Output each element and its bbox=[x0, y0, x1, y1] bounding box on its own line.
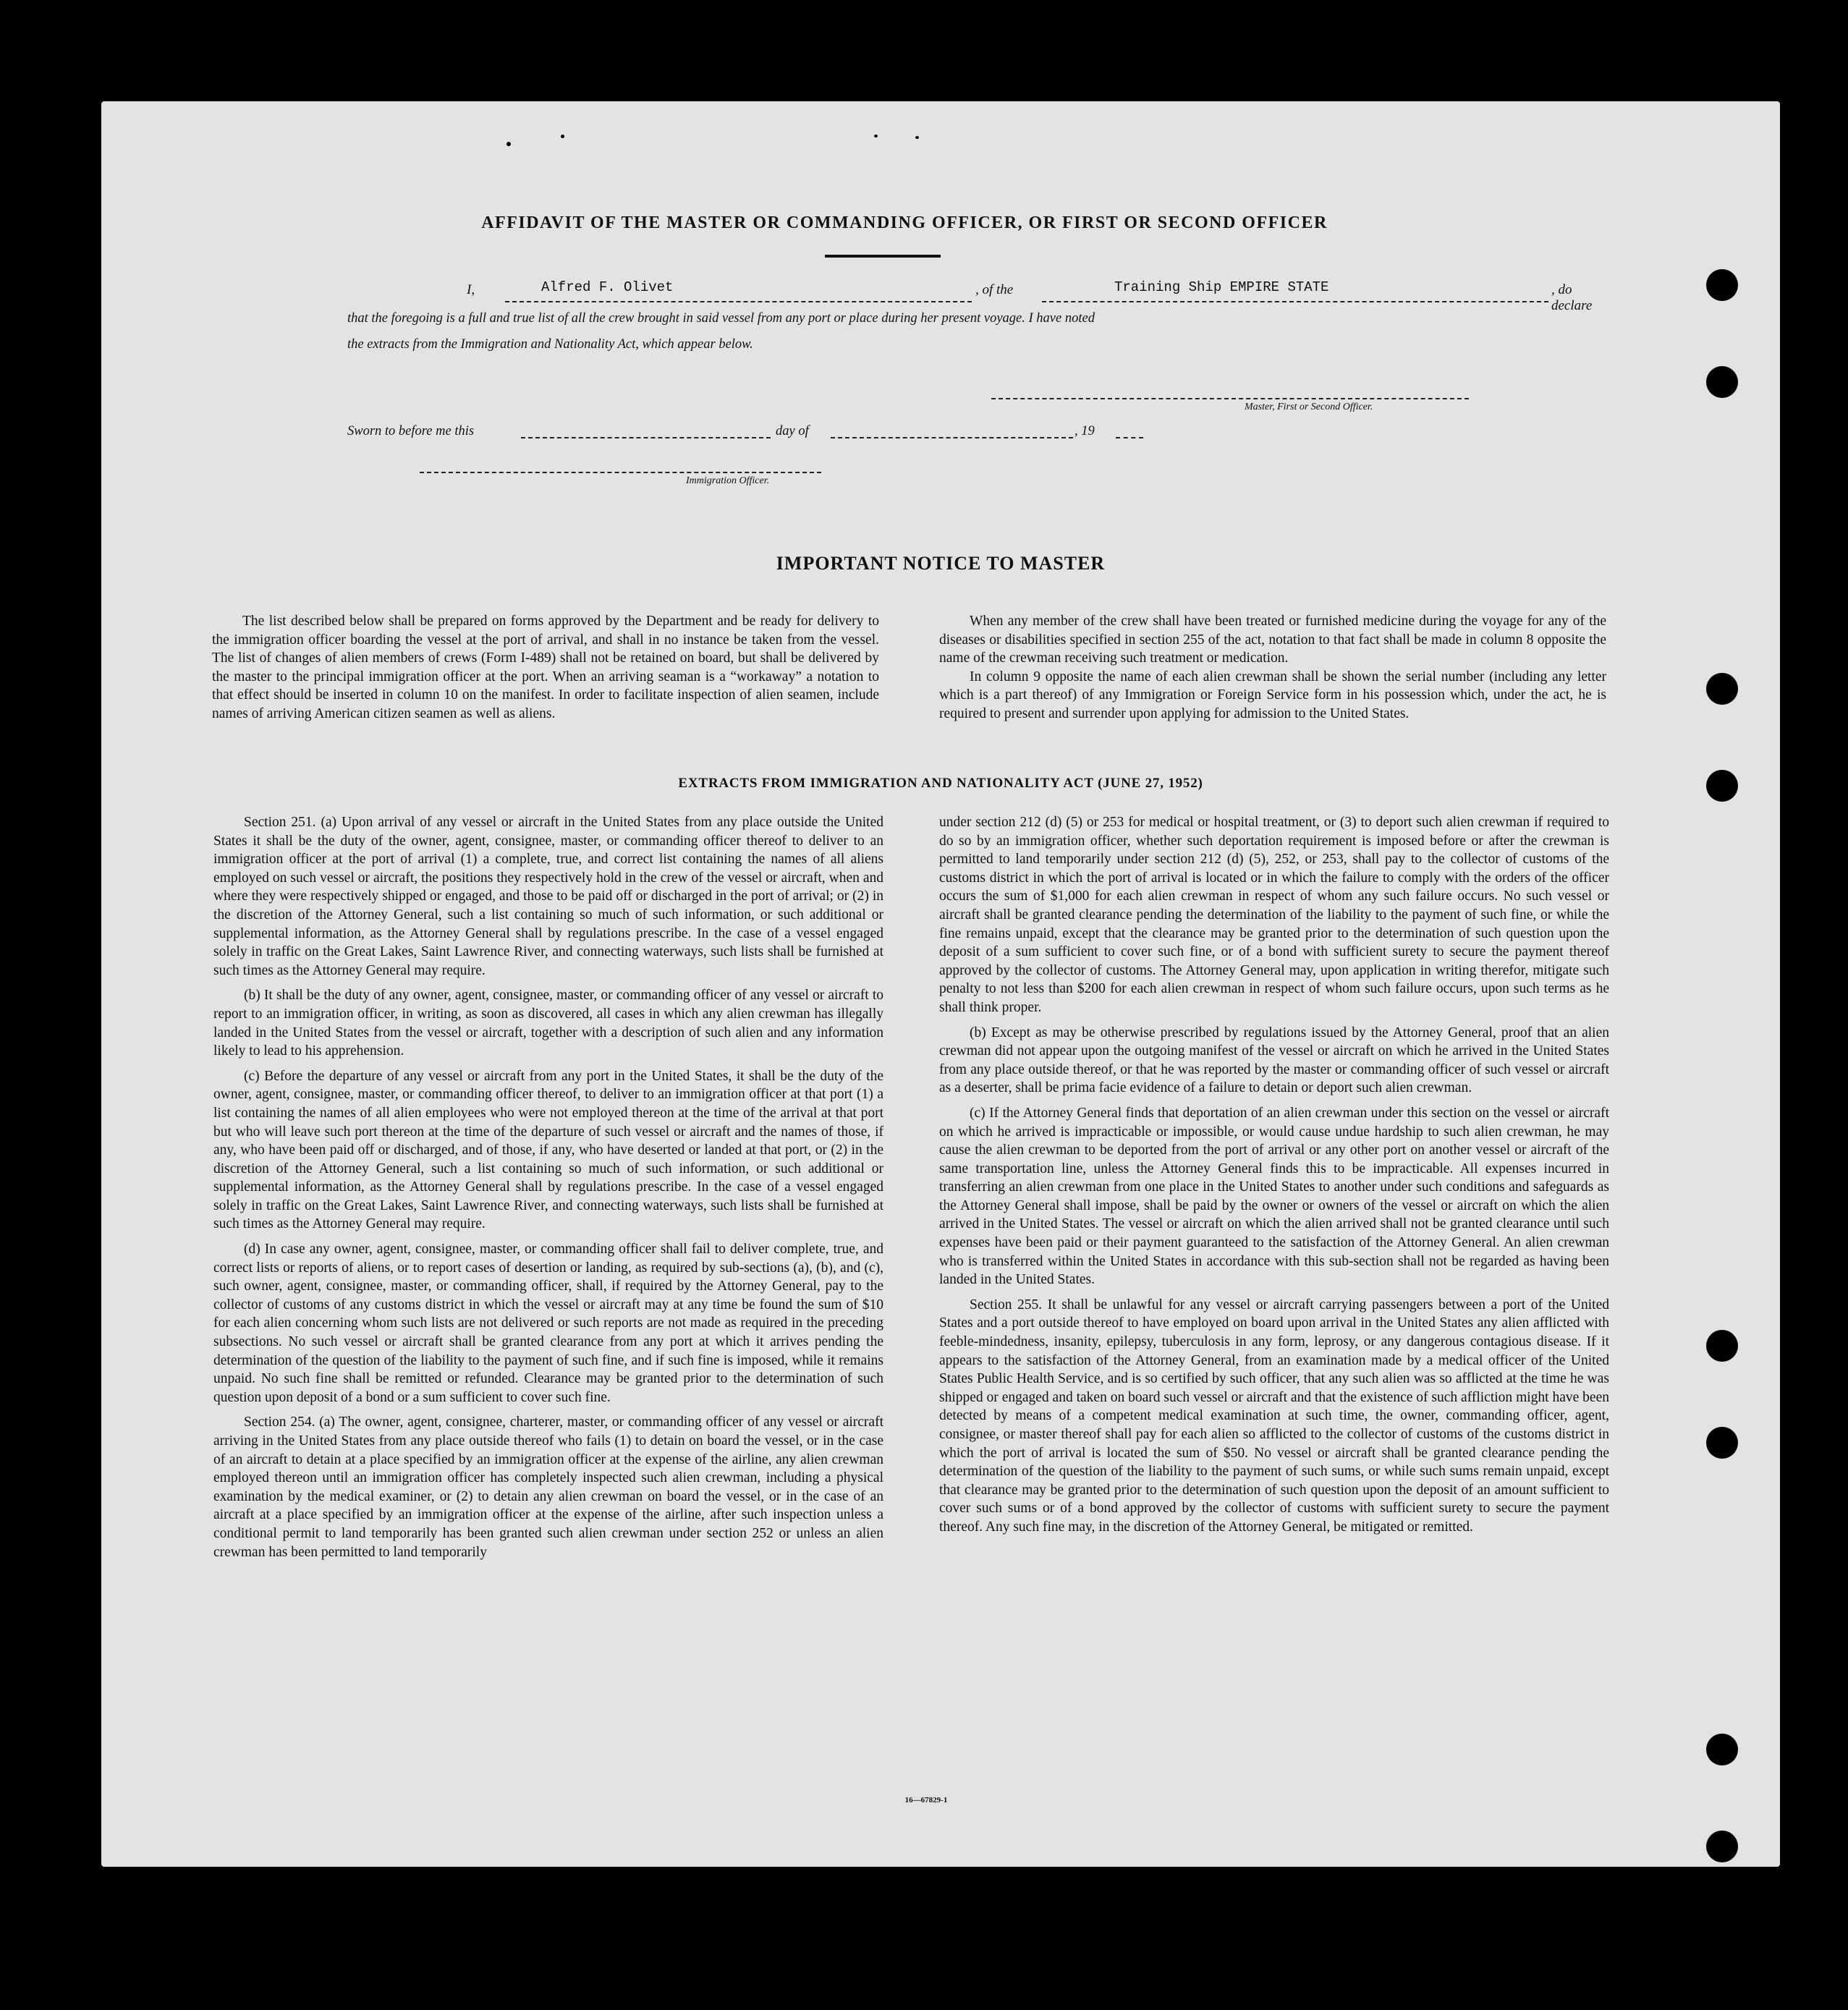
name-blank-line bbox=[505, 301, 972, 302]
master-signature-label: Master, First or Second Officer. bbox=[1245, 402, 1373, 412]
master-signature-line[interactable] bbox=[991, 398, 1469, 399]
section-254-b: (b) Except as may be otherwise prescribed by regulations issued by the Attorney General, proof that an alien crewman did not appear upon the outgoing manifest of the vessel or aircraft on which he arrived in the United States from any place outside thereof, or that he was reported by the master or commanding officer of such vessel or aircraft as a deserter, shall be prima facie evidence of a failure to detain or deport such alien crewman. bbox=[939, 1025, 1609, 1096]
sworn-line bbox=[347, 418, 1288, 447]
punch-hole bbox=[1706, 770, 1738, 802]
vessel-blank-line bbox=[1042, 301, 1548, 302]
of-the-label: , of the bbox=[975, 282, 1014, 297]
document-page bbox=[101, 101, 1780, 1867]
vessel-name-field[interactable]: Training Ship EMPIRE STATE bbox=[1114, 279, 1329, 295]
extracts-title: EXTRACTS FROM IMMIGRATION AND NATIONALITY ACT (JUNE 27, 1952) bbox=[678, 776, 1203, 791]
extracts-right-column bbox=[939, 813, 1609, 1537]
notice-left-column bbox=[212, 612, 879, 724]
section-254-a-continued: under section 212 (d) (5) or 253 for medical or hospital treatment, or (3) to deport such alien crewman if required to do so by an immigration officer, whether such deportation requirement is imposed before or after the crewman is permitted to land temporarily under section 212 (d) (5), 252, or 253, shall pay to the collector of customs of the customs district in which the port of arrival is located or in which the failure to comply with the orders of the officer occurs the sum of $1,000 for each alien crewman in respect of whom any such failure occurs. No such vessel or aircraft shall be granted clearance pending the determination of the liability to the payment of such fine, or while the fine remains unpaid, except that the clearance may be granted prior to the determination of such question upon the deposit of a sum sufficient to cover such fine, or of a bond with sufficient surety to secure the payment thereof approved by the collector of customs. The Attorney General may, upon application in writing therefor, mitigate such penalty to not less than $200 for each alien crewman in respect of whom such failure occurs, upon such terms as he shall think proper. bbox=[939, 815, 1609, 1015]
scan-speck bbox=[866, 1886, 870, 1890]
title-underline bbox=[825, 255, 941, 258]
punch-hole bbox=[1706, 366, 1738, 398]
scan-speck bbox=[862, 1916, 865, 1919]
punch-hole bbox=[1706, 269, 1738, 301]
punch-hole bbox=[1706, 1427, 1738, 1459]
year-blank-line[interactable] bbox=[1116, 437, 1143, 438]
notice-right-paragraph-1: When any member of the crew shall have been treated or furnished medicine during the voyage for any of the diseases or disabilities specified in section 255 of the act, notation to that fact shall be made in column 8 opposite the name of the crewman receiving such treatment or medication. bbox=[939, 614, 1606, 666]
officer-signature-label: Immigration Officer. bbox=[686, 475, 770, 486]
affidavit-title: AFFIDAVIT OF THE MASTER OR COMMANDING OFFICER, OR FIRST OR SECOND OFFICER bbox=[481, 213, 1328, 232]
notice-right-column bbox=[939, 612, 1606, 724]
master-name-field[interactable]: Alfred F. Olivet bbox=[541, 279, 674, 295]
scan-speck bbox=[915, 136, 919, 139]
notice-left-paragraph: The list described below shall be prepared on forms approved by the Department and be ready for delivery to the immigration officer boarding the vessel at the port of arrival, and shall in no instance be taken from the vessel. The list of changes of alien members of crews (Form I-489) shall not be retained on board, but shall be delivered by the master to the principal immigration officer at the port. When an arriving seaman is a “workaway” a notation to that effect should be inserted in column 10 on the manifest. In order to facilitate inspection of alien seamen, include names of arriving American citizen seamen as well as aliens. bbox=[212, 614, 879, 721]
punch-hole bbox=[1706, 673, 1738, 705]
form-code: 16—67829-1 bbox=[904, 1796, 948, 1805]
section-251-a: Section 251. (a) Upon arrival of any vessel or aircraft in the United States from any place outside the United States it shall be the duty of the owner, agent, consignee, master, or commanding officer thereof to deliver to an immigration officer at the port of arrival (1) a complete, true, and correct list containing the names of all aliens employed on such vessel or aircraft, the positions they respectively hold in the crew of the vessel or aircraft, when and where they were respectively shipped or engaged, and those to be paid off or discharged in the port of arrival; or (2) in the discretion of the Attorney General, such a list containing so much of such information, or such additional or supplemental information, as the Attorney General shall by regulations prescribe. In the case of a vessel engaged solely in traffic on the Great Lakes, Saint Lawrence River, and connecting waterways, such lists shall be furnished at such times as the Attorney General may require. bbox=[213, 815, 883, 978]
do-declare-label: , do declare bbox=[1551, 282, 1593, 313]
scan-speck bbox=[506, 142, 511, 146]
scan-speck bbox=[561, 135, 564, 138]
day-of-label: day of bbox=[776, 424, 809, 438]
notice-right-paragraph-2: In column 9 opposite the name of each alien crewman shall be shown the serial number (including any letter which is a part thereof) of any Immigration or Foreign Service form in his possession which, under the act, he is required to present and surrender upon applying for admission to the United States. bbox=[939, 669, 1606, 721]
section-251-d: (d) In case any owner, agent, consignee, master, or commanding officer shall fail to deliver complete, true, and correct lists or reports of aliens, or to report cases of desertion or landing, as required by sub-sections (a), (b), and (c), such owner, agent, consignee, master, or commanding officer, shall, if required by the Attorney General, pay to the collector of customs of any customs district in which the vessel or aircraft may at any time be found the sum of $10 for each alien concerning whom such lists are not delivered or such reports are not made as required in the preceding subsections. No such vessel or aircraft shall be granted clearance from any port at which it arrives pending the determination of the question of the liability to the payment of such fine, and if such fine is imposed, while it remains unpaid. No such fine shall be remitted or refunded. Clearance may be granted prior to the determination of such question upon deposit of a bond or a sum sufficient to cover such fine. bbox=[213, 1242, 883, 1405]
punch-hole bbox=[1706, 1330, 1738, 1362]
section-254-a: Section 254. (a) The owner, agent, consignee, charterer, master, or commanding officer of any vessel or aircraft arriving in the United States from any place outside thereof who fails (1) to detain on board the vessel, or in the case of an aircraft to detain at a place specified by an immigration officer at the expense of the airline, any alien crewman employed thereon until an immigration officer has completely inspected such alien crewman, including a physical examination by the medical examiner, or (2) to detain any alien crewman on board the vessel, or in the case of an aircraft at a place specified by an immigration officer at the expense of the airline, after such inspection unless a conditional permit to land temporarily has been granted such alien crewman under section 252 or unless an alien crewman has been permitted to land temporarily bbox=[213, 1415, 883, 1560]
prefix-i: I, bbox=[467, 282, 475, 297]
month-blank-line[interactable] bbox=[831, 437, 1073, 438]
punch-hole bbox=[1706, 1831, 1738, 1862]
punch-hole bbox=[1706, 1734, 1738, 1765]
year-label: , 19 bbox=[1075, 424, 1095, 438]
sworn-label: Sworn to before me this bbox=[347, 424, 475, 438]
statement-line-2: the extracts from the Immigration and Nationality Act, which appear below. bbox=[347, 337, 753, 352]
notice-title: IMPORTANT NOTICE TO MASTER bbox=[776, 553, 1106, 574]
extracts-left-column bbox=[213, 813, 883, 1561]
day-blank-line[interactable] bbox=[521, 437, 771, 438]
scan-speck bbox=[870, 1928, 873, 1930]
officer-signature-line[interactable] bbox=[420, 472, 821, 473]
section-251-b: (b) It shall be the duty of any owner, agent, consignee, master, or commanding officer of any vessel or aircraft to report to an immigration officer, in writing, as soon as discovered, all cases in which any alien crewman has illegally landed in the United States from the vessel or aircraft, together with a description of such alien and any information likely to lead to his apprehension. bbox=[213, 988, 883, 1059]
section-251-c: (c) Before the departure of any vessel or aircraft from any port in the United States, it shall be the duty of the owner, agent, consignee, master, or commanding officer thereof, to deliver to an immigration officer at that port (1) a list containing the names of all alien employees who were not employed thereon at the time of the arrival at that port but who will leave such port thereon at the time of the departure of such vessel or aircraft and the names of those, if any, who have been paid off or discharged, and of those, if any, who have deserted or landed at that port, or (2) in the discretion of the Attorney General, such a list containing so much of such information, or such additional or supplemental information, as the Attorney General shall by regulations prescribe. In the case of a vessel engaged solely in traffic on the Great Lakes, Saint Lawrence River, and connecting waterways, such lists shall be furnished at such times as the Attorney General may require. bbox=[213, 1068, 883, 1232]
scan-speck bbox=[874, 135, 878, 137]
statement-line-1: that the foregoing is a full and true list of all the crew brought in said vessel from any port or place during her present voyage. I have noted bbox=[347, 311, 1095, 326]
section-254-c: (c) If the Attorney General finds that deportation of an alien crewman under this section on the vessel or aircraft on which he arrived is impracticable or impossible, or would cause undue hardship to such alien crewman, he may cause the alien crewman to be deported from the port of arrival or any other port on another vessel or aircraft of the same transportation line, unless the Attorney General finds this to be impracticable. All expenses incurred in transferring an alien crewman from one place in the United States to another under such conditions and safeguards as the Attorney General shall impose, shall be paid by the owner or owners of the vessel or aircraft on which the alien arrived in the United States. The vessel or aircraft on which the alien arrived shall not be granted clearance until such expenses have been paid or their payment guaranteed to the satisfaction of the Attorney General. An alien crewman who is transferred within the United States in accordance with this sub-section shall not be regarded as having been landed in the United States. bbox=[939, 1105, 1609, 1288]
section-255: Section 255. It shall be unlawful for any vessel or aircraft carrying passengers between a port of the United States and a port outside thereof to have employed on board upon arrival in the United States any alien afflicted with feeble-mindedness, insanity, epilepsy, tuberculosis in any form, leprosy, or any dangerous contagious disease. If it appears to the satisfaction of the Attorney General, from an examination made by a medical officer of the United States Public Health Service, and is so certified by such officer, that any such alien was so afflicted at the time he was shipped or engaged and taken on board such vessel or aircraft and that the existence of such affliction might have been detected by means of a competent medical examination at such time, the owner, commanding officer, agent, consignee, or master thereof shall pay for each alien so afflicted to the collector of customs of the customs district in which the port of arrival is located the sum of $50. No vessel or aircraft shall be granted clearance pending the determination of the question of the liability to the payment of such sums, or while such sums remain unpaid, except that clearance may be granted prior to the determination of such question upon the deposit of an amount sufficient to cover such sums or of a bond approved by the collector of customs with sufficient surety to secure the payment thereof. Any such fine may, in the discretion of the Attorney General, be mitigated or remitted. bbox=[939, 1297, 1609, 1535]
